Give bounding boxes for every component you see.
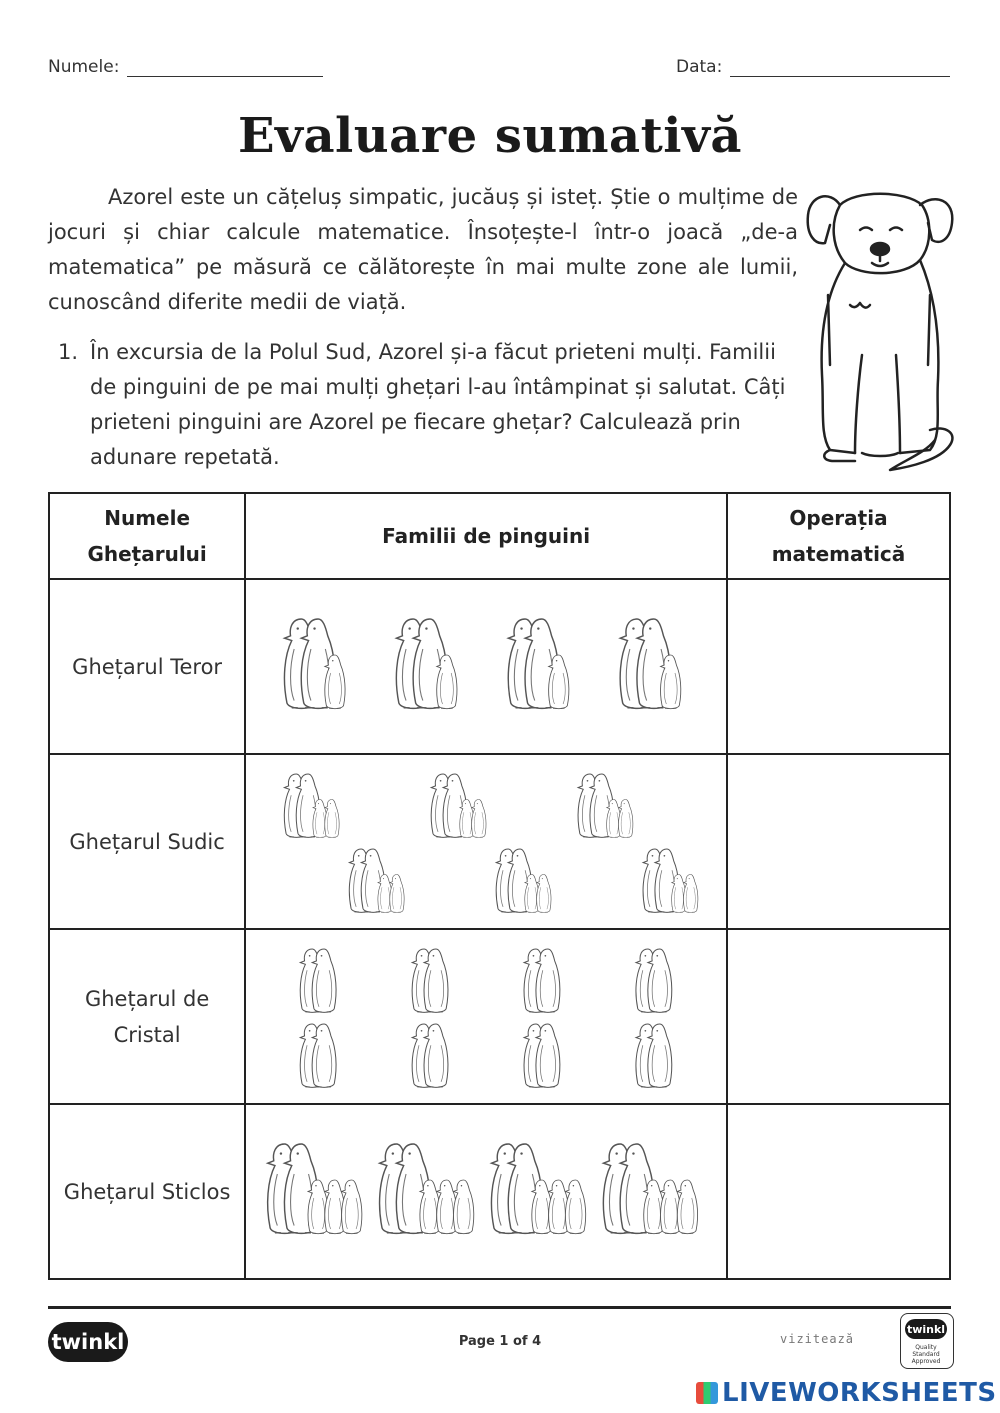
penguin-family	[300, 1024, 336, 1087]
penguin-icon	[619, 799, 633, 837]
penguin-family	[431, 774, 486, 837]
penguin-icon	[677, 1180, 697, 1234]
penguin-family	[349, 849, 404, 912]
penguin-icon	[566, 1180, 586, 1234]
penguin-family	[636, 1024, 672, 1087]
penguin-family	[643, 849, 698, 912]
operation-answer-cell[interactable]	[727, 929, 950, 1104]
badge-logo: twinkl	[905, 1319, 947, 1339]
twinkl-logo: twinkl	[48, 1322, 128, 1362]
penguin-icon	[536, 1024, 560, 1087]
penguin-family	[603, 1144, 697, 1234]
liveworksheets-watermark	[696, 1378, 997, 1408]
table-row	[49, 754, 950, 929]
penguin-families-graphic	[251, 933, 721, 1101]
penguin-families-cell	[245, 1104, 727, 1279]
penguin-family	[380, 1144, 474, 1234]
penguin-families-graphic	[251, 583, 721, 751]
name-label: Numele:	[48, 57, 120, 77]
penguin-icon	[648, 949, 672, 1012]
penguin-family	[636, 949, 672, 1012]
penguin-icon	[325, 655, 345, 709]
penguin-families-cell	[245, 929, 727, 1104]
penguin-icon	[454, 1180, 474, 1234]
task-text: În excursia de la Polul Sud, Azorel și-a făcut prieteni mulți. Familii de pinguini de pe mai mulți ghețari l-au întâmpinat și salutat. Câți prieteni pinguini are Azorel pe fiecare ghețar? Calculează prin adunare repetată.	[90, 340, 786, 469]
page-title: Evaluare sumativă	[237, 108, 743, 164]
watermark-text: LIVEWORKSHEETS	[722, 1378, 997, 1408]
penguin-icon	[312, 1024, 336, 1087]
header-math-operation: Operația matematică	[727, 493, 950, 579]
penguin-family	[508, 619, 569, 709]
penguin-family	[492, 1144, 586, 1234]
penguin-icon	[342, 1180, 362, 1234]
penguin-families-cell	[245, 754, 727, 929]
header-penguin-families: Familii de pinguini	[245, 493, 727, 579]
dog-illustration	[800, 185, 960, 480]
task-1	[58, 335, 788, 475]
penguin-family	[268, 1144, 362, 1234]
penguin-icon	[684, 874, 698, 912]
penguin-family	[285, 619, 346, 709]
operation-answer-cell[interactable]	[727, 754, 950, 929]
table-row	[49, 1104, 950, 1279]
visit-text: vizitează	[780, 1332, 855, 1346]
penguin-family	[524, 949, 560, 1012]
glacier-name: Ghețarul Teror	[49, 579, 245, 754]
glacier-name: Ghețarul Sticlos	[49, 1104, 245, 1279]
penguin-families-graphic	[251, 758, 721, 926]
glacier-name: Ghețarul Sudic	[49, 754, 245, 929]
task-number: 1.	[58, 340, 79, 364]
date-field	[676, 56, 950, 77]
penguin-family	[620, 619, 681, 709]
penguin-icon	[549, 655, 569, 709]
quality-badge	[900, 1313, 954, 1369]
penguin-families-cell	[245, 579, 727, 754]
penguin-icon	[536, 949, 560, 1012]
operation-answer-cell[interactable]	[727, 579, 950, 754]
penguin-family	[524, 1024, 560, 1087]
operation-answer-cell[interactable]	[727, 1104, 950, 1279]
date-input-line[interactable]	[730, 56, 950, 77]
table-row	[49, 929, 950, 1104]
penguin-family	[284, 774, 339, 837]
penguin-family	[578, 774, 633, 837]
penguin-families-graphic	[251, 1108, 721, 1276]
name-input-line[interactable]	[127, 56, 323, 77]
penguin-icon	[537, 874, 551, 912]
penguin-icon	[424, 1024, 448, 1087]
penguin-icon	[437, 655, 457, 709]
footer-divider	[48, 1306, 951, 1309]
badge-text: Quality Standard Approved	[911, 1344, 941, 1365]
penguin-icon	[390, 874, 404, 912]
liveworksheets-logo-icon	[696, 1382, 718, 1404]
penguin-table	[48, 492, 951, 1280]
header-glacier-name: Numele Ghețarului	[49, 493, 245, 579]
glacier-name: Ghețarul de Cristal	[49, 929, 245, 1104]
table-header-row	[49, 493, 950, 579]
table-row	[49, 579, 950, 754]
penguin-icon	[325, 799, 339, 837]
penguin-family	[300, 949, 336, 1012]
penguin-icon	[661, 655, 681, 709]
penguin-icon	[424, 949, 448, 1012]
intro-paragraph: Azorel este un cățeluș simpatic, jucăuș și isteț. Știe o mulțime de jocuri și chiar calcule matematice. Însoțește-l într-o joacă „de-a matematica” pe măsură ce călătorește în mai multe zone ale lumii, cunoscând diferite medii de viață.	[48, 185, 798, 314]
page-number: Page 1 of 4	[458, 1334, 542, 1349]
penguin-family	[412, 1024, 448, 1087]
penguin-icon	[312, 949, 336, 1012]
penguin-family	[396, 619, 457, 709]
date-label: Data:	[676, 57, 723, 77]
name-field	[48, 56, 323, 77]
penguin-icon	[472, 799, 486, 837]
penguin-family	[412, 949, 448, 1012]
penguin-family	[496, 849, 551, 912]
penguin-icon	[648, 1024, 672, 1087]
